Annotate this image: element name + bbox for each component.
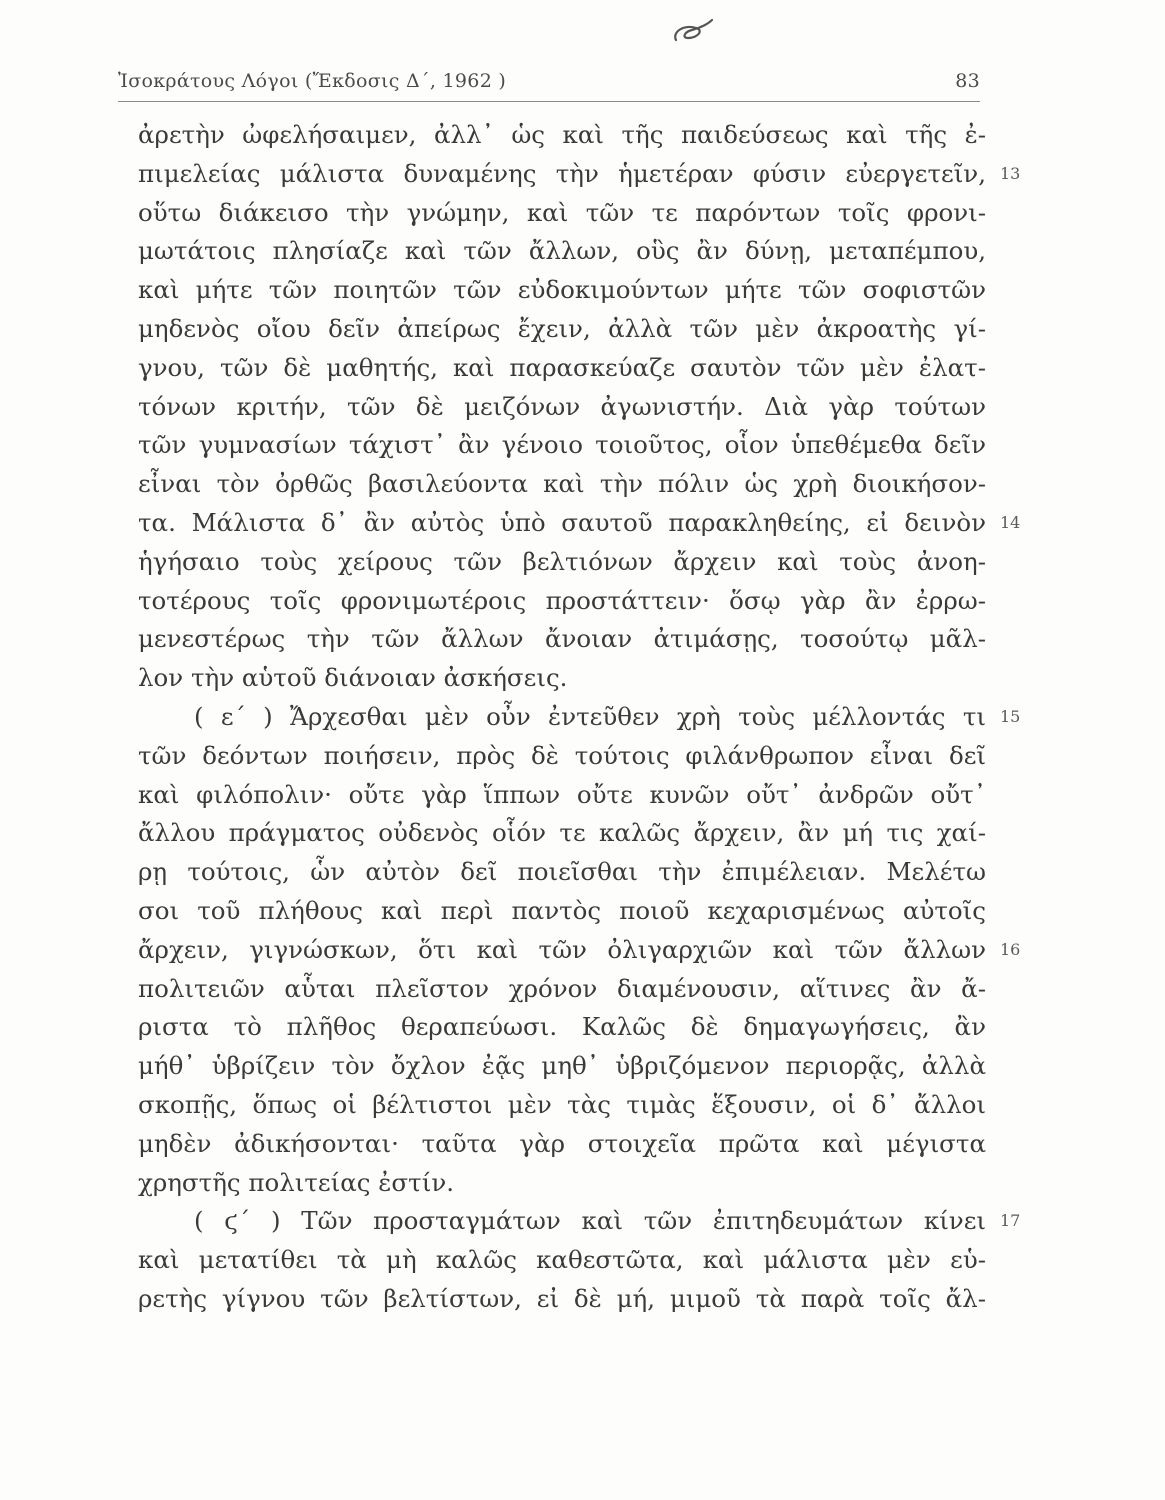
text-line xyxy=(138,698,1021,737)
text-line-content: πολιτειῶν αὗται πλεῖστον χρόνον διαμένουσιν, αἵτινες ἂν ἄ- xyxy=(138,973,986,1003)
text-line xyxy=(138,426,990,465)
section-number: 15 xyxy=(1000,706,1021,726)
text-line xyxy=(138,271,990,310)
text-line-content: πιμελείας μάλιστα δυναμένης τὴν ἡμετέραν φύσιν εὐεργετεῖν, xyxy=(138,158,986,188)
handwritten-mark-icon xyxy=(668,18,718,48)
text-line-content: σκοπῇς, ὅπως οἱ βέλτιστοι μὲν τὰς τιμὰς ἕξουσιν, οἱ δ᾿ ἄλλοι xyxy=(138,1089,986,1119)
text-line-content: ρετὴς γίγνου τῶν βελτίστων, εἰ δὲ μή, μιμοῦ τὰ παρὰ τοῖς ἄλ- xyxy=(138,1283,986,1313)
text-line-content: ρῃ τούτοις, ὧν αὐτὸν δεῖ ποιεῖσθαι τὴν ἐπιμέλειαν. Μελέτω xyxy=(138,857,986,887)
text-line-content: ( ϛ΄ ) Τῶν προσταγμάτων καὶ τῶν ἐπιτηδευμάτων κίνει xyxy=(194,1206,986,1236)
text-line-content: ἄλλου πράγματος οὐδενὸς οἷόν τε καλῶς ἄρχειν, ἂν μή τις χαί- xyxy=(138,818,986,848)
text-line-content: ἡγήσαιο τοὺς χείρους τῶν βελτιόνων ἄρχειν καὶ τοὺς ἀνοη- xyxy=(138,546,986,576)
text-line-content: τόνων κριτήν, τῶν δὲ μειζόνων ἀγωνιστήν. Διὰ γὰρ τούτων xyxy=(138,391,986,421)
text-line xyxy=(138,504,1021,543)
text-line-content: μήθ᾿ ὑβρίζειν τὸν ὄχλον ἐᾷς μηθ᾿ ὑβριζόμενον περιορᾷς, ἀλλὰ xyxy=(138,1051,986,1081)
text-line xyxy=(138,1086,990,1125)
text-line xyxy=(138,1202,1021,1241)
text-line-content: ἄρχειν, γιγνώσκων, ὅτι καὶ τῶν ὀλιγαρχιῶν καὶ τῶν ἄλλων xyxy=(138,934,986,964)
section-number: 17 xyxy=(1000,1211,1021,1231)
text-line xyxy=(138,1164,990,1203)
page-number: 83 xyxy=(955,70,980,92)
text-line xyxy=(138,659,990,698)
running-title: Ἰσοκράτους Λόγοι (Ἔκδοσις Δ΄, 1962 ) xyxy=(118,70,507,92)
text-line xyxy=(138,349,990,388)
text-line-content: οὕτω διάκεισο τὴν γνώμην, καὶ τῶν τε παρόντων τοῖς φρονι- xyxy=(138,197,986,227)
text-line-content: καὶ μήτε τῶν ποιητῶν τῶν εὐδοκιμούντων μήτε τῶν σοφιστῶν xyxy=(138,275,986,305)
text-line xyxy=(138,310,990,349)
text-line-content: ἀρετὴν ὠφελήσαιμεν, ἀλλ᾿ ὡς καὶ τῆς παιδεύσεως καὶ τῆς ἐ- xyxy=(138,120,986,149)
text-line xyxy=(138,116,990,155)
text-line-content: μενεστέρως τὴν τῶν ἄλλων ἄνοιαν ἀτιμάσῃς, τοσούτῳ μᾶλ- xyxy=(138,624,986,654)
text-line xyxy=(138,1241,990,1280)
body-text xyxy=(138,116,1021,1319)
section-number: 13 xyxy=(1000,163,1021,183)
text-line xyxy=(138,970,990,1009)
header-rule xyxy=(118,101,980,102)
text-line-content: μηδενὸς οἴου δεῖν ἀπείρως ἔχειν, ἀλλὰ τῶν μὲν ἀκροατὴς γί- xyxy=(138,313,986,343)
section-number: 16 xyxy=(1000,939,1021,959)
text-line xyxy=(138,194,990,233)
text-line xyxy=(138,1047,990,1086)
text-line xyxy=(138,892,990,931)
text-line xyxy=(138,1125,990,1164)
text-line xyxy=(138,465,990,504)
text-line-content: λον τὴν αὑτοῦ διάνοιαν ἀσκήσεις. xyxy=(138,663,568,693)
text-line-content: καὶ μετατίθει τὰ μὴ καλῶς καθεστῶτα, καὶ μάλιστα μὲν εὑ- xyxy=(138,1245,986,1275)
text-line-content: ( ε΄ ) Ἄρχεσθαι μὲν οὖν ἐντεῦθεν χρὴ τοὺς μέλλοντάς τι xyxy=(194,701,986,731)
text-line xyxy=(138,232,990,271)
text-line-content: γνου, τῶν δὲ μαθητής, καὶ παρασκεύαζε σαυτὸν τῶν μὲν ἐλατ- xyxy=(138,352,986,382)
text-line-content: ριστα τὸ πλῆθος θεραπεύωσι. Καλῶς δὲ δημαγωγήσεις, ἂν xyxy=(138,1012,986,1042)
text-line xyxy=(138,931,1021,970)
text-line-content: εἶναι τὸν ὀρθῶς βασιλεύοντα καὶ τὴν πόλιν ὡς χρὴ διοικήσον- xyxy=(138,469,986,499)
text-line-content: τα. Μάλιστα δ᾿ ἂν αὐτὸς ὑπὸ σαυτοῦ παρακληθείης, εἰ δεινὸν xyxy=(138,507,986,537)
running-header xyxy=(118,70,980,100)
text-line-content: τῶν γυμνασίων τάχιστ᾿ ἂν γένοιο τοιοῦτος, οἷον ὑπεθέμεθα δεῖν xyxy=(138,430,986,460)
text-line xyxy=(138,582,990,621)
text-line xyxy=(138,388,990,427)
text-line-content: τῶν δεόντων ποιήσειν, πρὸς δὲ τούτοις φιλάνθρωπον εἶναι δεῖ xyxy=(138,740,986,770)
text-line xyxy=(138,737,990,776)
text-line xyxy=(138,776,990,815)
text-line-content: σοι τοῦ πλήθους καὶ περὶ παντὸς ποιοῦ κεχαρισμένως αὐτοῖς xyxy=(138,895,986,925)
text-line-content: τοτέρους τοῖς φρονιμωτέροις προστάττειν· ὅσῳ γὰρ ἂν ἐρρω- xyxy=(138,585,986,615)
text-line xyxy=(138,620,990,659)
text-line xyxy=(138,1008,990,1047)
text-line-content: χρηστῆς πολιτείας ἐστίν. xyxy=(138,1167,454,1197)
text-line-content: καὶ φιλόπολιν· οὔτε γὰρ ἵππων οὔτε κυνῶν οὔτ᾿ ἀνδρῶν οὔτ᾿ xyxy=(138,779,986,809)
section-number: 14 xyxy=(1000,512,1021,532)
text-line xyxy=(138,155,1021,194)
text-line xyxy=(138,814,990,853)
text-line-content: μωτάτοις πλησίαζε καὶ τῶν ἄλλων, οὓς ἂν δύνῃ, μεταπέμπου, xyxy=(138,236,986,266)
text-line-content: μηδὲν ἀδικήσονται· ταῦτα γὰρ στοιχεῖα πρῶτα καὶ μέγιστα xyxy=(138,1128,986,1158)
text-line xyxy=(138,853,990,892)
text-line xyxy=(138,543,990,582)
text-line xyxy=(138,1280,990,1319)
